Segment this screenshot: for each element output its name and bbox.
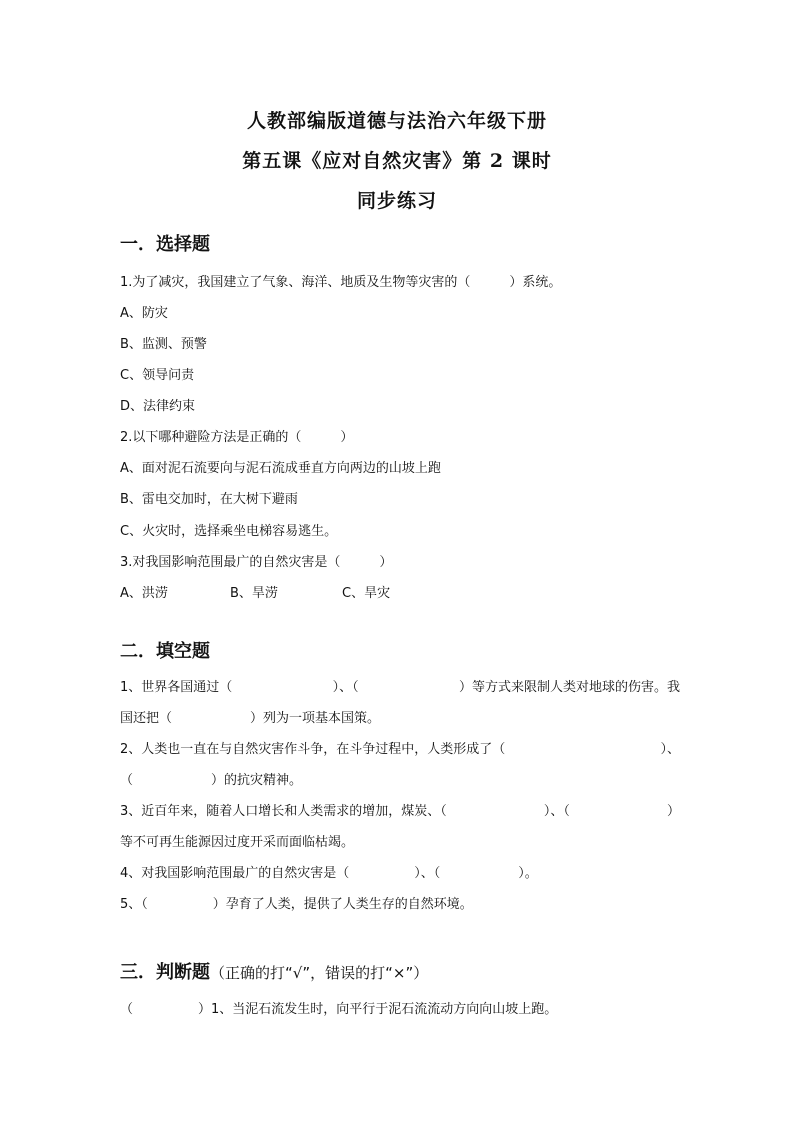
fill-1-part-2: ）、（ <box>332 680 359 695</box>
judge-question-1: （ ）1、当泥石流发生时，向平行于泥石流流动方向向山坡上跑。 <box>120 1002 558 1017</box>
question-3-option-b: B、旱涝 <box>230 586 278 601</box>
fill-3-part-3: ） <box>666 804 680 819</box>
section-heading-fill: 二．填空题 <box>120 641 210 662</box>
fill-question-5: 5、（ ）孕育了人类，提供了人类生存的自然环境。 <box>120 897 473 912</box>
question-3-stem: 3.对我国影响范围最广的自然灾害是（ ） <box>120 555 393 570</box>
question-1-option-c: C、领导问责 <box>120 368 195 383</box>
fill-3-part-1: 3、近百年来，随着人口增长和人类需求的增加，煤炭、（ <box>120 804 447 819</box>
judge-heading-note: （正确的打“√”，错误的打“×”） <box>210 964 429 982</box>
fill-1-part-3: ）等方式来限制人类对地球的伤害。我 <box>458 680 680 695</box>
question-2-option-c: C、火灾时，选择乘坐电梯容易逃生。 <box>120 524 338 539</box>
question-1-option-d: D、法律约束 <box>120 399 196 414</box>
question-1-stem: 1.为了减灾，我国建立了气象、海洋、地质及生物等灾害的（ ）系统。 <box>120 275 562 290</box>
fill-question-2-line-2: （ ）的抗灾精神。 <box>120 773 303 788</box>
section-heading-choice: 一．选择题 <box>120 234 210 255</box>
fill-question-2-line-1 <box>120 738 680 757</box>
fill-question-1-line-2: 国还把（ ）列为一项基本国策。 <box>120 711 381 726</box>
fill-question-3-line-1 <box>120 800 680 819</box>
fill-question-4: 4、对我国影响范围最广的自然灾害是（ ）、（ ）。 <box>120 866 538 881</box>
fill-2-part-2: ）、 <box>660 742 680 757</box>
question-3-options <box>120 582 390 601</box>
fill-2-part-1: 2、人类也一直在与自然灾害作斗争，在斗争过程中，人类形成了（ <box>120 742 506 757</box>
question-2-option-b: B、雷电交加时，在大树下避雨 <box>120 492 298 507</box>
question-3-option-c: C、旱灾 <box>342 586 391 601</box>
question-3-option-a: A、洪涝 <box>120 586 168 601</box>
question-2-stem: 2.以下哪种避险方法是正确的（ ） <box>120 430 354 445</box>
question-2-option-a: A、面对泥石流要向与泥石流成垂直方向两边的山坡上跑 <box>120 461 441 476</box>
question-1-option-a: A、防灾 <box>120 306 168 321</box>
title-line-3: 同步练习 <box>356 190 437 212</box>
fill-1-part-1: 1、世界各国通过（ <box>120 680 233 695</box>
question-1-option-b: B、监测、预警 <box>120 337 207 352</box>
section-heading-judge <box>120 958 428 984</box>
judge-heading-text: 三．判断题 <box>120 962 210 983</box>
fill-question-3-line-2: 等不可再生能源因过度开采而面临枯竭。 <box>120 835 355 850</box>
title-line-2: 第五课《应对自然灾害》第 2 课时 <box>242 150 552 172</box>
fill-question-1-line-1 <box>120 676 680 695</box>
fill-3-part-2: ）、（ <box>543 804 570 819</box>
title-line-1: 人教部编版道德与法治六年级下册 <box>246 110 547 132</box>
